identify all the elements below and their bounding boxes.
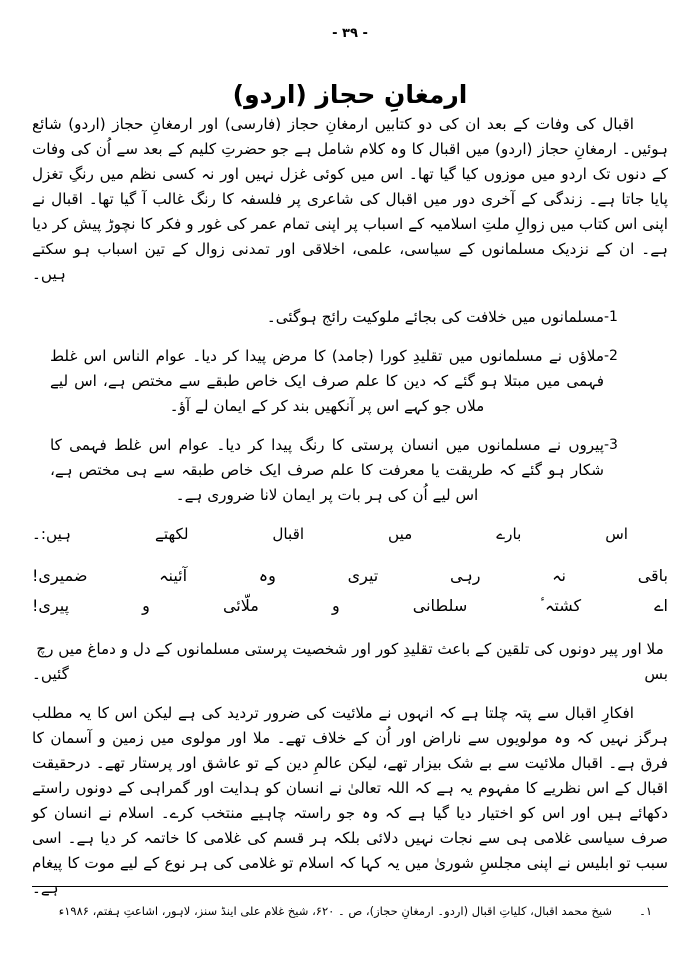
reasons-list: [32, 305, 668, 508]
page-content: [32, 112, 668, 911]
footnote: [32, 902, 668, 921]
couplet-line-1: باقی نہ رہی تیری وہ آئینہ ضمیری!: [32, 566, 668, 585]
list-item: [32, 305, 668, 330]
footnote-divider: [32, 886, 668, 887]
list-item-text: ملاؤں نے مسلمانوں میں تقلیدِ کورا (جامد) کا مرض پیدا کر دیا۔ عوام الناس اس غلط فہمی میں مبتلا ہو گئے کہ دین کا علم صرف ایک خاص طبقے سے مختص ہے، اس لیے ملاں جو کہے اس پر آنکھیں بند کر کے ایمان لے آؤ۔: [50, 347, 604, 415]
poetry-couplet: [32, 561, 668, 621]
intro-paragraph: اقبال کی وفات کے بعد ان کی دو کتابیں ارمغانِ حجاز (فارسی) اور ارمغانِ حجاز (اردو) شائع ہوئیں۔ ارمغانِ حجاز (اردو) میں اقبال کا وہ کلام شامل ہے جو حضرتِ کلیم کے بعد سے اُن کی وفات کے دنوں تک اردو میں موزوں کیا گیا تھا۔ اس میں کوئی غزل نہیں اور نہ کسی نظم میں رنگِ تغزل پایا جاتا ہے۔ زندگی کے آخری دور میں اقبال کی شاعری پر فلسفہ کا رنگ غالب آ گیا تھا۔ اقبال نے اپنی اس کتاب میں زوالِ ملتِ اسلامیہ کے اسباب پر اپنی تمام عمر کی غور و فکر کا نچوڑ پیش کر دیا ہے۔ ان کے نزدیک مسلمانوں کے سیاسی، علمی، اخلاقی اور تمدنی زوال کے تین اسباب ہو سکتے ہیں۔: [32, 115, 668, 283]
closing-paragraph: افکارِ اقبال سے پتہ چلتا ہے کہ انہوں نے ملائیت کی ضرور تردید کی ہے لیکن اس کا یہ مطلب ہرگز نہیں کہ وہ مولویوں سے ناراض اور اُن کے خلاف تھے۔ ملا اور مولوی میں زمین و آسمان کا فرق ہے۔ اقبال ملائیت سے بے شک بیزار تھے، لیکن عالمِ دین کے تو عاشق اور پرستار تھے۔ درحقیقت اقبال کے اس نظریے کا مفہوم یہ ہے کہ اللہ تعالیٰ نے انسان کو ہدایت اور گمراہی کے دونوں راستے دکھائے ہیں اور اس کو اختیار دیا گیا ہے کہ وہ جو راستہ چاہیے منتخب کرے۔ اسلام نے انسان کو صرف سیاسی غلامی ہی سے نجات نہیں دلائی بلکہ ہر قسم کی غلامی کا خاتمہ کر دیا ہے۔ اسی سبب تو ابلیس نے اپنی مجلسِ شوریٰ میں یہ کہا کہ اسلام تو غلامی کی ہر نوع کے لیے موت کا پیغام ہے۔: [32, 704, 668, 897]
list-item: [32, 433, 668, 508]
list-item-marker: -2: [604, 348, 618, 364]
after-couplet-line: ملا اور پیر دونوں کی تلقین کے باعث تقلیدِ کور اور شخصیت پرستی مسلمانوں کے دل و دماغ میں رچ بس گئیں۔: [32, 640, 668, 683]
list-item-marker: -3: [604, 437, 618, 453]
page-number: - ۹۳ -: [332, 26, 368, 41]
list-item-text: پیروں نے مسلمانوں میں انسان پرستی کا رنگ پیدا کر دیا۔ عوام اس غلط فہمی کا شکار ہو گئے کہ طریقت یا معرفت کا علم صرف ایک خاص طبقہ سے ہی مختص ہے، اس لیے اُن کی ہر بات پر ایمان لانا ضروری ہے۔: [50, 436, 604, 504]
list-item-marker: -1: [604, 309, 618, 325]
page-title: ارمغانِ حجاز (اردو): [232, 79, 468, 109]
poem-intro-line: اس بارے میں اقبال لکھتے ہیں:۔: [32, 525, 628, 543]
list-item: [32, 344, 668, 419]
footnote-text: شیخ محمد اقبال، کلیاتِ اقبال (اردو۔ ارمغانِ حجاز)، ص ۔ ۶۲۰، شیخ غلام علی اینڈ سنز، لاہور، اشاعتِ ہفتم، ۱۹۸۶ء: [58, 904, 612, 918]
footnote-marker: ۱۔: [639, 904, 652, 918]
list-item-text: مسلمانوں میں خلافت کی بجائے ملوکیت رائج ہوگئی۔: [266, 308, 604, 326]
couplet-line-2: اے کشتہٴ سلطانی و ملّائی و پیری!: [32, 596, 668, 615]
